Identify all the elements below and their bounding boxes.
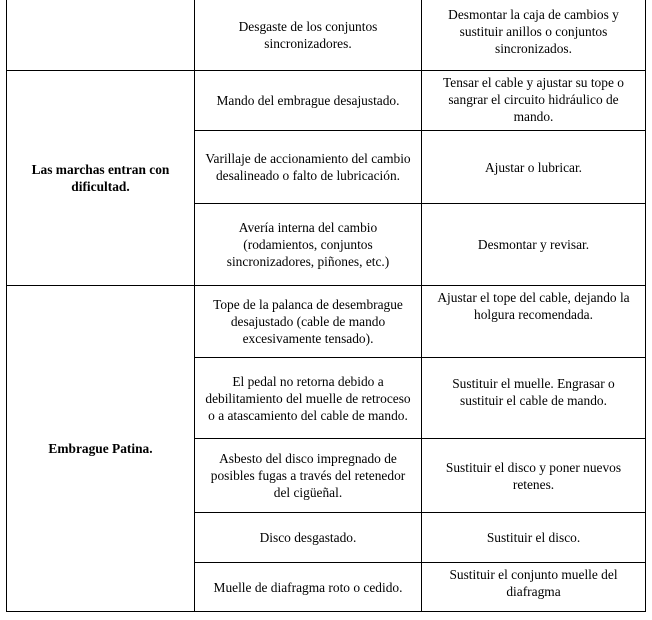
table-row-cause: Avería interna del cambio (rodamientos, conjuntos sincronizadores, piñones, etc.) [194, 203, 421, 285]
table-row-cause: Asbesto del disco impregnado de posibles fugas a través del retenedor del cigüeñal. [194, 438, 421, 512]
table-row-remedy: Ajustar o lubricar. [421, 130, 646, 203]
table-row-remedy: Sustituir el conjunto muelle del diafragma [421, 562, 646, 612]
table-row-cause: Tope de la palanca de desembrague desajustado (cable de mando excesivamente tensado). [194, 285, 421, 357]
symptom-cell-marchas [6, 70, 194, 285]
symptom-embrague: Embrague Patina. [48, 441, 153, 456]
table-row-remedy: Desmontar y revisar. [421, 203, 646, 285]
symptom-marchas: Las marchas entran con dificultad. [31, 162, 170, 194]
table-row-cause: Mando del embrague desajustado. [194, 70, 421, 130]
table-row-cause: Varillaje de accionamiento del cambio desalineado o falto de lubricación. [194, 130, 421, 203]
table-row-remedy: Tensar el cable y ajustar su tope o sangrar el circuito hidráulico de mando. [421, 70, 646, 130]
table-row-cause: Muelle de diafragma roto o cedido. [194, 562, 421, 612]
table-row-remedy: Ajustar el tope del cable, dejando la holgura recomendada. [421, 285, 646, 357]
table-row-cause: El pedal no retorna debido a debilitamiento del muelle de retroceso o a atascamiento del cable de mando. [194, 357, 421, 438]
troubleshooting-table [6, 0, 646, 612]
table-row-remedy: Desmontar la caja de cambios y sustituir anillos o conjuntos sincronizados. [421, 0, 646, 70]
table-row-remedy: Sustituir el muelle. Engrasar o sustituir el cable de mando. [421, 357, 646, 438]
table-row-remedy: Sustituir el disco. [421, 512, 646, 562]
table-row-cause: Desgaste de los conjuntos sincronizadores. [194, 0, 421, 70]
table-row-cause: Disco desgastado. [194, 512, 421, 562]
symptom-cell-empty [6, 0, 194, 70]
symptom-cell-embrague [6, 285, 194, 612]
table-row-remedy: Sustituir el disco y poner nuevos retenes. [421, 438, 646, 512]
